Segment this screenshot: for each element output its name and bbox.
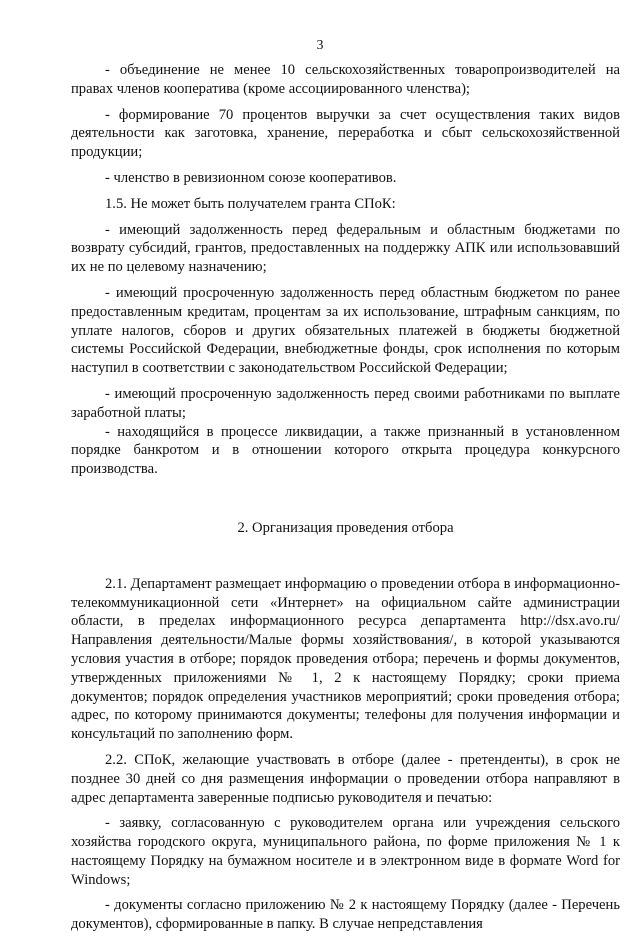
page-number: 3 [316,38,324,53]
paragraph-overdue-debt: - имеющий просроченную задолженность перед областным бюджетом по ранее предоставленным кредитам, процентам за их использование, штрафным санкциям, по уплате налогов, сборов и других обязательных платежей в бюджеты бюджетной системы Российской Федерации, внебюджетные фонды, срок исполнения по которым наступил в соответствии с законодательством Российской Федерации; [71,284,620,377]
paragraph-wage-arrears: - имеющий просроченную задолженность перед своими работниками по выплате заработной платы; [71,385,620,421]
paragraph-audit-union: - членство в ревизионном союзе кооперативов. [105,169,397,186]
paragraph-revenue-share: - формирование 70 процентов выручки за счет осуществления таких видов деятельности как заготовка, хранение, переработка и сбыт сельскохозяйственной продукции; [71,106,620,161]
paragraph-clause-2-1: 2.1. Департамент размещает информацию о проведении отбора в информационно-телекоммуникационной сети «Интернет» на официальном сайте администрации области, в пределах информационного ресурса департамента http://dsx.avo.ru/Направления деятельности/Малые формы хозяйствования/, в которой указываются условия участия в отборе; порядок проведения отбора; перечень и формы документов, утвержденных приложениями № 1, 2 к настоящему Порядку; сроки приема документов; порядок определения участников мероприятий; сроки проведения отбора; адрес, по которому принимаются документы; телефоны для получения информации и консультаций по заполнению форм. [71,575,620,743]
paragraph-clause-1-5: 1.5. Не может быть получателем гранта СПоК: [105,195,396,212]
paragraph-budget-debt: - имеющий задолженность перед федеральным и областным бюджетами по возврату субсидий, грантов, предоставленных на поддержку АПК или использовавший их не по целевому назначению; [71,221,620,276]
paragraph-liquidation: - находящийся в процессе ликвидации, а также признанный в установленном порядке банкротом и в отношении которого открыта процедура конкурсного производства. [71,423,620,478]
document-body [71,61,620,941]
paragraph-clause-2-2: 2.2. СПоК, желающие участвовать в отборе (далее - претенденты), в срок не позднее 30 дней со дня размещения информации о проведении отбора направляют в адрес департамента заверенные подписью руководителя и печатью: [71,751,620,806]
paragraph-cooperative-members: - объединение не менее 10 сельскохозяйственных товаропроизводителей на правах членов кооператива (кроме ассоциированного членства); [71,62,620,97]
paragraph-application: - заявку, согласованную с руководителем органа или учреждения сельского хозяйства городского округа, муниципального района, по форме приложения № 1 к настоящему Порядку на бумажном носителе и в электронном виде в формате Word for Windows; [71,815,620,888]
section-heading: 2. Организация проведения отбора [237,519,454,536]
paragraph-documents: - документы согласно приложению № 2 к настоящему Порядку (далее - Перечень документов), сформированные в папку. В случае непредставления [71,897,620,933]
